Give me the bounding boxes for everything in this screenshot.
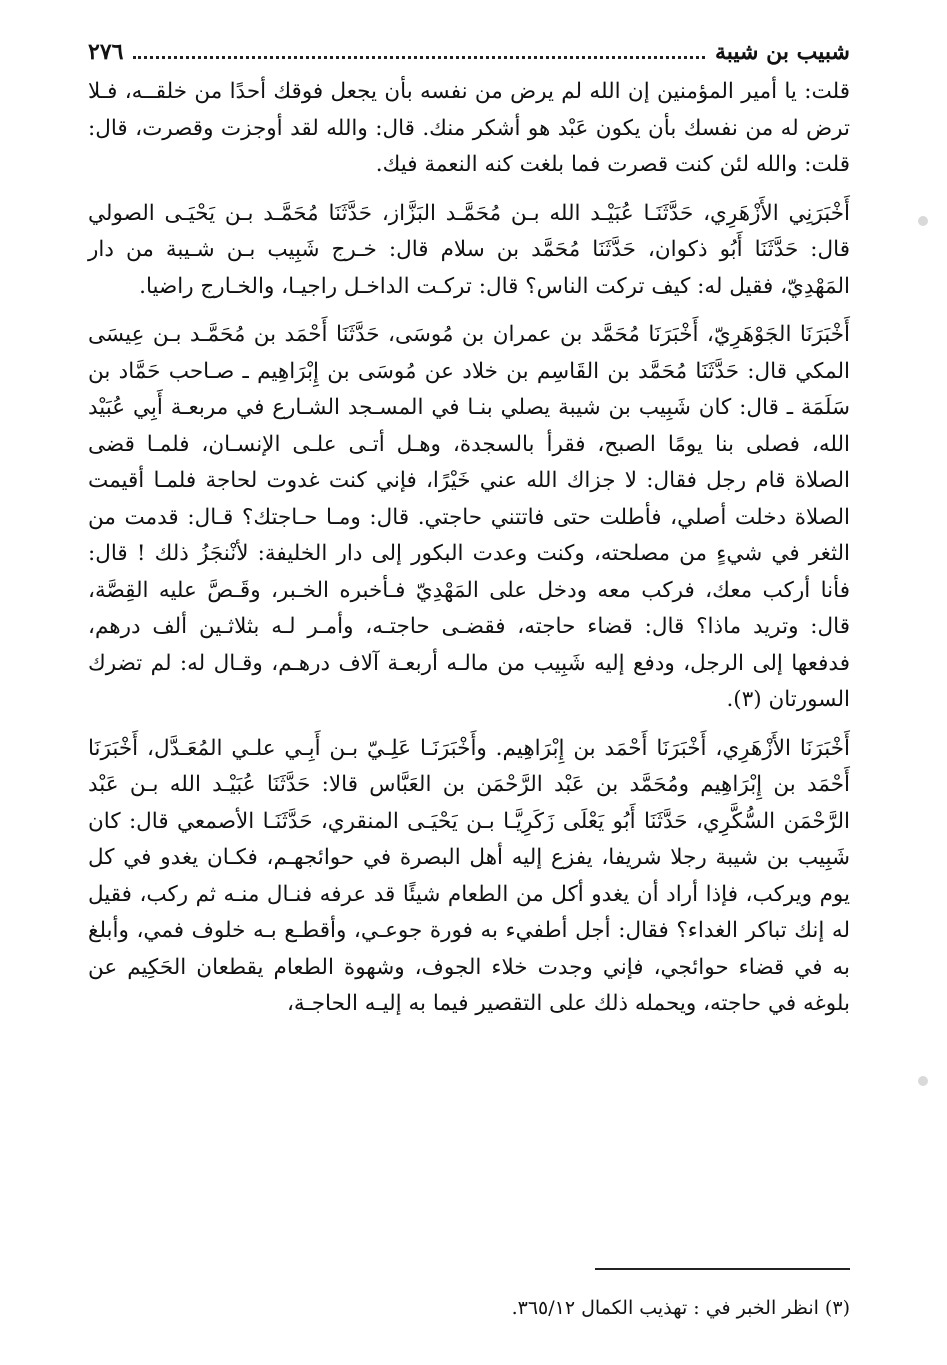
paragraph: قلت: يا أمير المؤمنين إن الله لم يرض من نفسه بأن يجعل فوقك أحدًا من خلقــه، فـلا ترض له من نفسك بأن يكون عَبْد هو أشكر منك. قال: والله لقد أوجزت وقصرت، قال: قلت: والله لئن كنت قصرت فما بلغت كنه النعمة فيك. [88, 79, 850, 177]
paragraph: أَخْبَرَنِي الأَزْهَرِي، حَدَّثَنَـا عُبَيْـد الله بـن مُحَمَّـد البَزَّاز، حَدَّثَنَا مُحَمَّـد بـن يَحْيَـى الصولي قال: حَدَّثَنَا أَبُو ذكوان، حَدَّثَنَا مُحَمَّد بن سلام قال: خـرج شَبِيب بـن شـيبة من دار المَهْدِيّ، فقيل له: كيف تركت الناس؟ قال: تركـت الداخـل راجيـا، والخـارج راضيا. [88, 200, 850, 299]
paragraph: أَخْبَرَنَا الأَزْهَرِي، أَخْبَرَنَا أَحْمَد بن إِبْرَاهِيم. وأَخْبَرَنَـا عَلِـيّ بـن أَبِـي علـي المُعَـدَّل، أَخْبَرَنَا أَحْمَد بن إِبْرَاهِيم ومُحَمَّد بن عَبْد الرَّحْمَن بن العَبَّاس قالا: حَدَّثَنَا عُبَيْـد الله بـن عَبْد الرَّحْمَن السُّكَّرِي، حَدَّثَنَا أَبُو يَعْلَى زَكَرِيَّـا بـن يَحْيَـى المنقري، حَدَّثَنَـا الأصمعي قال: كان شَبِيب بن شيبة رجلا شريفا، يفزع إليه أهل البصرة في حوائجهـم، فكـان يغدو في كل يوم ويركب، فإذا أراد أن يغدو أكل من الطعام شيئًا قد عرفه فنـال منـه ثم ركب، فقيل له إنك تباكر الغداء؟ فقال: أجل أطفيء به فورة جوعـي، وأقطـع بـه خلوف فمي، وأبلغ به في قضاء حوائجي، فإني وجدت خلاء الجوف، وشهوة الطعام يقطعان الحَكِيم عن بلوغه في حاجته، ويحمله ذلك على التقصير فيما به إليـه الحاجـة، [88, 735, 850, 1016]
footnote: (٣) انظر الخبر في : تهذيب الكمال ٣٦٥/١٢. [511, 1297, 850, 1319]
paragraph-gap [88, 305, 850, 317]
margin-speck [918, 1076, 928, 1086]
running-title: شبيب بن شيبة [714, 39, 850, 65]
footnote-separator [595, 1268, 850, 1270]
paragraph-gap [88, 184, 850, 196]
paragraph: أَخْبَرَنَا الجَوْهَرِيّ، أَخْبَرَنَا مُحَمَّد بن عمران بن مُوسَى، حَدَّثَنَا أَحْمَد بن مُحَمَّـد بـن عِيسَى المكي قال: حَدَّثَنَا مُحَمَّد بن القَاسِم بن خلاد عن مُوسَى بن إِبْرَاهِيم ـ صـاحب حَمَّاد بن سَلَمَة ـ قال: كان شَبِيب بن شيبة يصلي بنـا في المسـجد الشـارع في مربعـة أَبِي عُبَيْد الله، فصلى بنا يومًا الصبح، فقرأ بالسجدة، وهـل أتـى علـى الإنسـان، فلمـا قضى الصلاة قام رجل فقال: لا جزاك الله عني خَيْرًا، فإني كنت غدوت لحاجة فلمـا أقيمت الصلاة دخلت أصلي، فأطلت حتى فاتتني حاجتي. قال: ومـا حـاجتك؟ قـال: قدمت من الثغر في شيءٍ من مصلحته، وكنت وعدت البكور إلى دار الخليفة: لأنْنجَزُ ذلك ! قال: فأنا أركب معك، فركب معه ودخل على المَهْدِيّ فـأخبره الخـبر، وقَـصَّ عليه القِصَّة، قال: وتريد ماذا؟ قال: قضاء حاجته، فقضـى حاجتـه، وأمـر لـه بثلاثـين ألف درهم، فدفعها إلى الرجل، ودفع إليه شَبِيب من مالـه أربعـة آلاف درهـم، وقـال له: لم تضرك السورتان (٣). [88, 322, 850, 712]
document-page [88, 30, 850, 1340]
margin-speck [918, 216, 928, 226]
page-number: ٢٧٦ [88, 39, 124, 65]
leader-dots [133, 34, 705, 59]
paragraph-gap [88, 719, 850, 731]
running-header [88, 30, 850, 74]
